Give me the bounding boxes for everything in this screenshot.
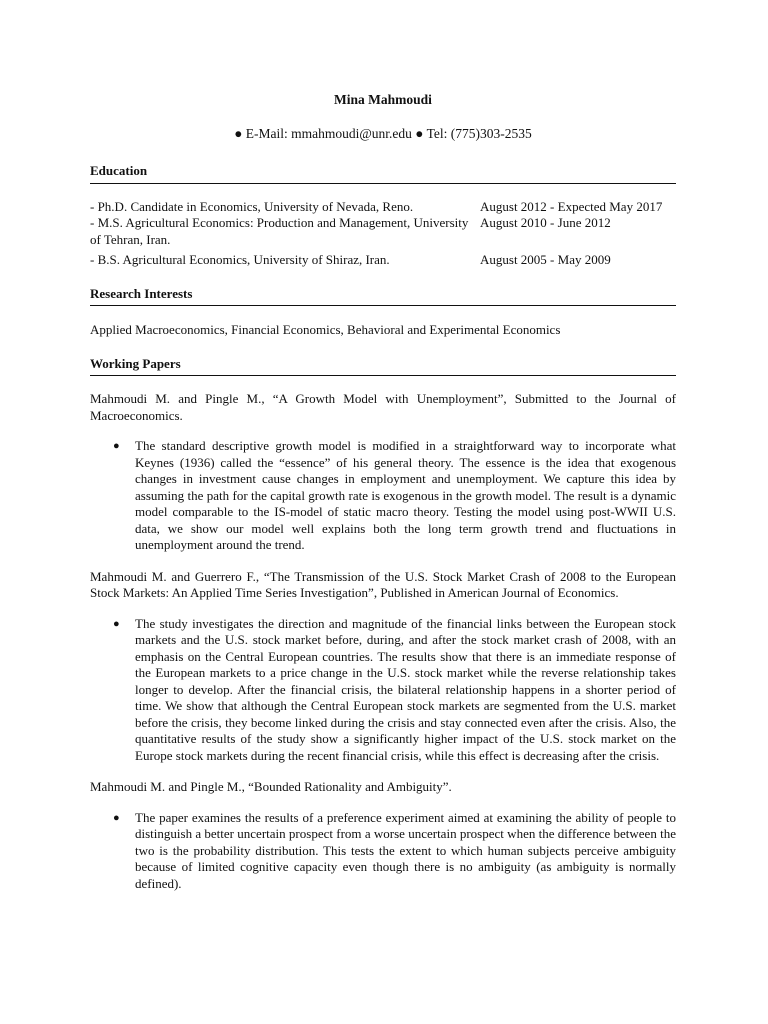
paper-bullets <box>90 438 676 554</box>
education-dates: August 2005 - May 2009 <box>480 252 611 267</box>
research-heading: Research Interests <box>90 286 676 307</box>
paper-bullet <box>113 438 676 554</box>
education-list <box>90 199 676 269</box>
cv-page <box>90 92 676 892</box>
education-row <box>90 199 676 216</box>
paper-citation: Mahmoudi M. and Pingle M., “Bounded Rationality and Ambiguity”. <box>90 779 452 794</box>
bullet-icon: ● <box>113 811 120 824</box>
education-row <box>90 252 676 269</box>
bullet-icon: ● <box>113 440 120 452</box>
paper-bullet <box>113 809 676 893</box>
education-dates: August 2010 - June 2012 <box>480 215 611 230</box>
paper-bullet <box>113 615 676 765</box>
paper-citation: Mahmoudi M. and Guerrero F., “The Transmission of the U.S. Stock Market Crash of 2008 to the European Stock Markets: An Applied Time Series Investigation”, Published in American Journal of Economics. <box>90 568 676 600</box>
education-row <box>90 215 676 248</box>
cv-name: Mina Mahmoudi <box>334 92 432 107</box>
paper-citation: Mahmoudi M. and Pingle M., “A Growth Model with Unemployment”, Submitted to the Journal of Macroeconomics. <box>90 391 676 423</box>
education-degree: - M.S. Agricultural Economics: Production and Management, University of Tehran, Iran. <box>90 215 469 247</box>
paper-abstract: The paper examines the results of a preference experiment aimed at examining the ability of people to distinguish a better uncertain prospect from a worse uncertain prospect when the difference between the two is the probability distribution. This tests the extent to which human subjects perceive ambiguity because of limited cognitive capacity even though there is no ambiguity (as ambiguity is normally defined). <box>135 809 676 891</box>
paper-bullets <box>90 616 676 765</box>
education-degree: - B.S. Agricultural Economics, University of Shiraz, Iran. <box>90 252 390 267</box>
working-papers-heading: Working Papers <box>90 356 676 377</box>
paper-abstract: The standard descriptive growth model is modified in a straightforward way to incorporate what Keynes (1936) called the “essence” of his general theory. The essence is the idea that exogenous changes in investment cause changes in employment and unemployment. We capture this idea by assuming the path for the capital growth rate is exogenous in the growth model. The result is a dynamic model comparable to the IS-model of static macro theory. Testing the model using post-WWII U.S. data, we show our model well explains both the long term growth trend and fluctuations in unemployment around the trend. <box>135 438 676 552</box>
paper-bullets <box>90 810 676 893</box>
contact-line: ● E-Mail: mmahmoudi@unr.edu ● Tel: (775)303-2535 <box>234 126 532 141</box>
education-degree: - Ph.D. Candidate in Economics, University of Nevada, Reno. <box>90 198 414 214</box>
paper-abstract: The study investigates the direction and magnitude of the financial links between the European stock markets and the U.S. stock market before, during, and after the stock market crash of 2008, with an emphasis on the Central European countries. The results show that there is an immediate response of the European markets to a price change in the U.S. stock market while the reverse relationship takes longer to develop. After the financial crisis, the bilateral relationship happens in a shorter period of time. We show that although the Central European stock markets are segmented from the U.S. market before the crisis, they become linked during the crisis and stay connected even after the crisis. Also, the quantitative results of the study show a significantly higher impact of the U.S. stock market on the Europe stock markets during the recent financial crisis, while this effect is decreasing after the crisis. <box>135 615 676 763</box>
education-dates: August 2012 - Expected May 2017 <box>480 198 663 214</box>
education-heading: Education <box>90 163 676 184</box>
bullet-icon: ● <box>113 617 120 630</box>
research-text: Applied Macroeconomics, Financial Economics, Behavioral and Experimental Economics <box>90 322 561 337</box>
